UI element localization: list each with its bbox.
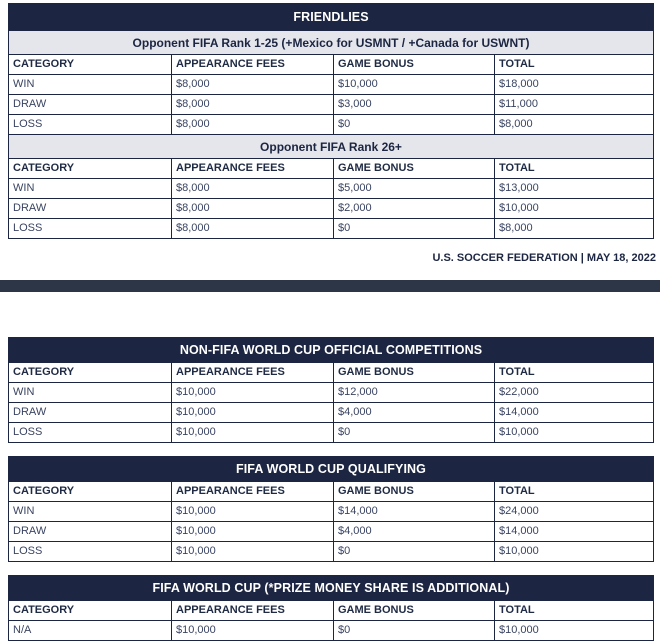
table-row: [9, 382, 653, 402]
col-total: TOTAL: [494, 601, 653, 620]
friendlies-group1-subtitle: Opponent FIFA Rank 1-25 (+Mexico for USMNT / +Canada for USWNT): [9, 30, 653, 54]
cell-game-bonus: $5,000: [333, 179, 494, 198]
cell-category: LOSS: [13, 118, 43, 130]
col-appearance-fees: APPEARANCE FEES: [171, 482, 333, 501]
col-category: CATEGORY: [13, 485, 75, 497]
table-row: [9, 402, 653, 422]
col-category: CATEGORY: [13, 366, 75, 378]
table-row: [9, 218, 653, 238]
cell-total: $22,000: [494, 383, 653, 402]
cell-appearance-fee: $10,000: [171, 383, 333, 402]
cell-appearance-fee: $10,000: [171, 403, 333, 422]
col-total: TOTAL: [494, 482, 653, 501]
col-appearance-fees: APPEARANCE FEES: [171, 159, 333, 178]
friendlies-title: FRIENDLIES: [9, 4, 653, 30]
col-appearance-fees: APPEARANCE FEES: [171, 55, 333, 74]
col-game-bonus: GAME BONUS: [333, 601, 494, 620]
col-game-bonus: GAME BONUS: [333, 159, 494, 178]
cell-game-bonus: $12,000: [333, 383, 494, 402]
world-cup-title: FIFA WORLD CUP (*PRIZE MONEY SHARE IS ADDITIONAL): [9, 576, 653, 600]
col-appearance-fees: APPEARANCE FEES: [171, 601, 333, 620]
source-credit: U.S. SOCCER FEDERATION | MAY 18, 2022: [432, 252, 656, 264]
cell-total: $10,000: [494, 621, 653, 640]
world-cup-table: [8, 575, 654, 641]
cell-category: DRAW: [13, 525, 47, 537]
table-row: [9, 620, 653, 640]
cell-game-bonus: $4,000: [333, 403, 494, 422]
table-row: [9, 521, 653, 541]
section-divider: [0, 280, 660, 292]
table-row: [9, 178, 653, 198]
cell-game-bonus: $0: [333, 219, 494, 238]
cell-appearance-fee: $10,000: [171, 522, 333, 541]
cell-total: $18,000: [494, 75, 653, 94]
col-game-bonus: GAME BONUS: [333, 55, 494, 74]
qualifying-title: FIFA WORLD CUP QUALIFYING: [9, 457, 653, 481]
col-category: CATEGORY: [13, 162, 75, 174]
cell-game-bonus: $0: [333, 621, 494, 640]
cell-category: WIN: [13, 386, 35, 398]
col-appearance-fees: APPEARANCE FEES: [171, 363, 333, 382]
cell-total: $13,000: [494, 179, 653, 198]
cell-appearance-fee: $8,000: [171, 115, 333, 134]
column-header-row: [9, 362, 653, 382]
col-total: TOTAL: [494, 363, 653, 382]
cell-total: $10,000: [494, 423, 653, 442]
cell-total: $8,000: [494, 115, 653, 134]
friendlies-group2-subtitle: Opponent FIFA Rank 26+: [9, 134, 653, 158]
friendlies-table: [8, 3, 654, 239]
qualifying-table: [8, 456, 654, 562]
table-row: [9, 541, 653, 561]
cell-game-bonus: $0: [333, 542, 494, 561]
cell-total: $10,000: [494, 199, 653, 218]
table-row: [9, 198, 653, 218]
cell-appearance-fee: $10,000: [171, 423, 333, 442]
cell-total: $24,000: [494, 502, 653, 521]
table-row: [9, 74, 653, 94]
cell-category: N/A: [13, 624, 32, 636]
cell-category: LOSS: [13, 545, 43, 557]
col-game-bonus: GAME BONUS: [333, 482, 494, 501]
col-total: TOTAL: [494, 55, 653, 74]
column-header-row: [9, 54, 653, 74]
cell-category: DRAW: [13, 406, 47, 418]
cell-game-bonus: $4,000: [333, 522, 494, 541]
cell-category: DRAW: [13, 202, 47, 214]
cell-appearance-fee: $8,000: [171, 219, 333, 238]
non-fifa-table: [8, 337, 654, 443]
cell-total: $11,000: [494, 95, 653, 114]
table-row: [9, 422, 653, 442]
cell-category: WIN: [13, 78, 35, 90]
col-total: TOTAL: [494, 159, 653, 178]
cell-total: $8,000: [494, 219, 653, 238]
cell-game-bonus: $14,000: [333, 502, 494, 521]
table-row: [9, 94, 653, 114]
column-header-row: [9, 481, 653, 501]
cell-category: DRAW: [13, 98, 47, 110]
cell-appearance-fee: $8,000: [171, 179, 333, 198]
cell-total: $10,000: [494, 542, 653, 561]
cell-total: $14,000: [494, 522, 653, 541]
col-category: CATEGORY: [13, 58, 75, 70]
table-row: [9, 114, 653, 134]
non-fifa-title: NON-FIFA WORLD CUP OFFICIAL COMPETITIONS: [9, 338, 653, 362]
col-game-bonus: GAME BONUS: [333, 363, 494, 382]
table-row: [9, 501, 653, 521]
column-header-row: [9, 158, 653, 178]
cell-appearance-fee: $10,000: [171, 621, 333, 640]
column-header-row: [9, 600, 653, 620]
cell-appearance-fee: $10,000: [171, 502, 333, 521]
cell-appearance-fee: $8,000: [171, 199, 333, 218]
cell-appearance-fee: $8,000: [171, 75, 333, 94]
cell-game-bonus: $2,000: [333, 199, 494, 218]
cell-category: WIN: [13, 182, 35, 194]
cell-category: WIN: [13, 505, 35, 517]
cell-category: LOSS: [13, 222, 43, 234]
cell-game-bonus: $0: [333, 423, 494, 442]
cell-total: $14,000: [494, 403, 653, 422]
cell-category: LOSS: [13, 426, 43, 438]
cell-game-bonus: $10,000: [333, 75, 494, 94]
cell-appearance-fee: $10,000: [171, 542, 333, 561]
cell-game-bonus: $0: [333, 115, 494, 134]
col-category: CATEGORY: [13, 604, 75, 616]
cell-appearance-fee: $8,000: [171, 95, 333, 114]
cell-game-bonus: $3,000: [333, 95, 494, 114]
